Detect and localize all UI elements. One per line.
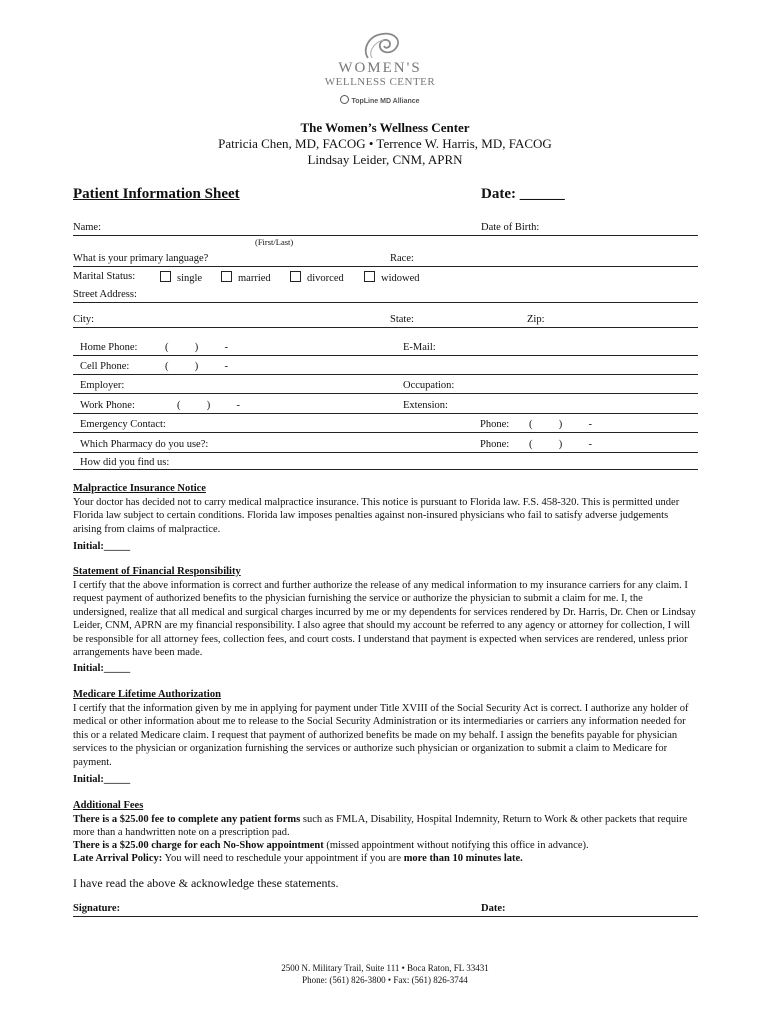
doctors: Patricia Chen, MD, FACOG • Terrence W. Harris, MD, FACOG bbox=[218, 136, 552, 151]
pharmacy-label: Which Pharmacy do you use?: bbox=[80, 439, 209, 450]
divorced-checkbox[interactable] bbox=[290, 271, 301, 282]
dob-label: Date of Birth: bbox=[481, 222, 540, 233]
married-checkbox[interactable] bbox=[221, 271, 232, 282]
footer-phone: Phone: (561) 826-3800 • Fax: (561) 826-3744 bbox=[302, 975, 468, 985]
financial-initial[interactable]: Initial:_____ bbox=[73, 663, 131, 674]
work-phone-label: Work Phone: bbox=[80, 400, 135, 411]
single-checkbox[interactable] bbox=[160, 271, 171, 282]
malpractice-initial[interactable]: Initial:_____ bbox=[73, 541, 131, 552]
medicare-text: I certify that the information given by me in applying for payment under Title XVIII of the Social Security Act is correct. I authorize any holder of medical or other information about me to release to the Social Security Administration or its intermediaries or carriers any information needed for this or a related Medicare claim. I request that payment of authorized benefits be made on my behalf. I assign the benefits payable for physician services to the physician or organization furnishing the services or authorize such physician or organization to submit a claim to Medicare for payment. bbox=[73, 703, 689, 768]
employer-label: Employer: bbox=[80, 380, 125, 391]
acknowledge-text: I have read the above & acknowledge these statements. bbox=[73, 876, 339, 890]
malpractice-title: Malpractice Insurance Notice bbox=[73, 483, 206, 494]
work-phone-line[interactable] bbox=[73, 413, 698, 414]
marital-label: Marital Status: bbox=[73, 271, 136, 282]
logo-subtitle: WELLNESS CENTER bbox=[324, 76, 436, 88]
logo-title: WOMEN'S bbox=[338, 60, 422, 76]
street-label: Street Address: bbox=[73, 289, 137, 300]
malpractice-text: Your doctor has decided not to carry medical malpractice insurance. This notice is pursuant to Florida law. F.S. 458-320. This is permitted under Florida law subject to certain conditions. Florida law imposes penalties against non-insured physicians who fail to satisfy adverse judgements arising from claims of malpractice. bbox=[73, 497, 680, 535]
fees-text-3: Late Arrival Policy: You will need to reschedule your appointment if you are more than 10 minutes late. bbox=[73, 853, 523, 864]
extension-label: Extension: bbox=[403, 400, 448, 411]
email-label: E-Mail: bbox=[403, 342, 436, 353]
fees-title: Additional Fees bbox=[73, 800, 144, 811]
state-label: State: bbox=[390, 314, 414, 325]
language-line[interactable] bbox=[73, 266, 698, 267]
find-us-label: How did you find us: bbox=[80, 457, 170, 468]
form-title: Patient Information Sheet bbox=[73, 186, 240, 202]
pharmacy-line[interactable] bbox=[73, 452, 698, 453]
city-line[interactable] bbox=[73, 327, 698, 328]
medicare-initial[interactable]: Initial:_____ bbox=[73, 774, 131, 785]
emergency-line[interactable] bbox=[73, 432, 698, 433]
street-line[interactable] bbox=[73, 302, 698, 303]
pharmacy-phone-label: Phone: bbox=[480, 439, 510, 450]
signature-label: Signature: bbox=[73, 903, 121, 914]
occupation-label: Occupation: bbox=[403, 380, 455, 391]
single-option[interactable]: single bbox=[160, 271, 202, 284]
divorced-option[interactable]: divorced bbox=[290, 271, 344, 284]
zip-label: Zip: bbox=[527, 314, 545, 325]
swirl-logo-icon bbox=[350, 30, 410, 60]
practice-name: The Women’s Wellness Center bbox=[300, 120, 470, 135]
widowed-checkbox[interactable] bbox=[364, 271, 375, 282]
pharmacy-phone-field[interactable]: ( ) - bbox=[529, 439, 592, 450]
name-line[interactable] bbox=[73, 235, 698, 236]
fees-text-2: There is a $25.00 charge for each No-Show appointment (missed appointment without notifying this office in advance). bbox=[73, 840, 589, 851]
employer-line[interactable] bbox=[73, 393, 698, 394]
find-us-line[interactable] bbox=[73, 469, 698, 470]
first-last-hint: (First/Last) bbox=[255, 237, 294, 247]
name-label: Name: bbox=[73, 222, 101, 233]
financial-title: Statement of Financial Responsibility bbox=[73, 566, 241, 577]
cell-phone-field[interactable]: ( ) - bbox=[165, 361, 228, 372]
home-phone-field[interactable]: ( ) - bbox=[165, 342, 228, 353]
home-phone-label: Home Phone: bbox=[80, 342, 138, 353]
logo bbox=[320, 30, 440, 112]
language-label: What is your primary language? bbox=[73, 253, 209, 264]
emergency-phone-field[interactable]: ( ) - bbox=[529, 419, 592, 430]
cnm: Lindsay Leider, CNM, APRN bbox=[307, 152, 463, 167]
signature-line[interactable] bbox=[73, 916, 698, 917]
emergency-label: Emergency Contact: bbox=[80, 419, 166, 430]
signature-date-label: Date: bbox=[481, 903, 506, 914]
medicare-title: Medicare Lifetime Authorization bbox=[73, 689, 221, 700]
alliance-icon bbox=[340, 95, 349, 104]
financial-text: I certify that the above information is correct and further authorize the release of any medical information to my insurance carriers for any claim. I request payment of authorized benefits to the physician furnishing the service or authorize the physician to submit a claim for me. I, the undersigned, realize that all medical and surgical charges incurred by me or my dependents for services rendered by Dr. Harris, Dr. Chen or Lindsay Leider, CNM, APRN are my financial responsibility. I also agree that should my account be referred to any agency or attorney for collection, I will be responsible for all attorney fees, collection fees, and court costs. I understand that payment is expected when services are rendered, unless prior arrangements have been made. bbox=[73, 580, 696, 659]
fees-text-1: There is a $25.00 fee to complete any patient forms such as FMLA, Disability, Hospital Indemnity, Return to Work & other packets that require more than a handwritten note on a prescription pad. bbox=[73, 814, 688, 839]
home-phone-line[interactable] bbox=[73, 355, 698, 356]
emergency-phone-label: Phone: bbox=[480, 419, 510, 430]
date-field[interactable]: Date: ______ bbox=[481, 186, 565, 202]
logo-alliance: TopLine MD Alliance bbox=[320, 95, 440, 105]
cell-phone-line[interactable] bbox=[73, 374, 698, 375]
married-option[interactable]: married bbox=[221, 271, 271, 284]
footer-address: 2500 N. Military Trail, Suite 111 • Boca Raton, FL 33431 bbox=[281, 963, 489, 973]
race-label: Race: bbox=[390, 253, 414, 264]
work-phone-field[interactable]: ( ) - bbox=[177, 400, 240, 411]
cell-phone-label: Cell Phone: bbox=[80, 361, 130, 372]
widowed-option[interactable]: widowed bbox=[364, 271, 420, 284]
city-label: City: bbox=[73, 314, 95, 325]
